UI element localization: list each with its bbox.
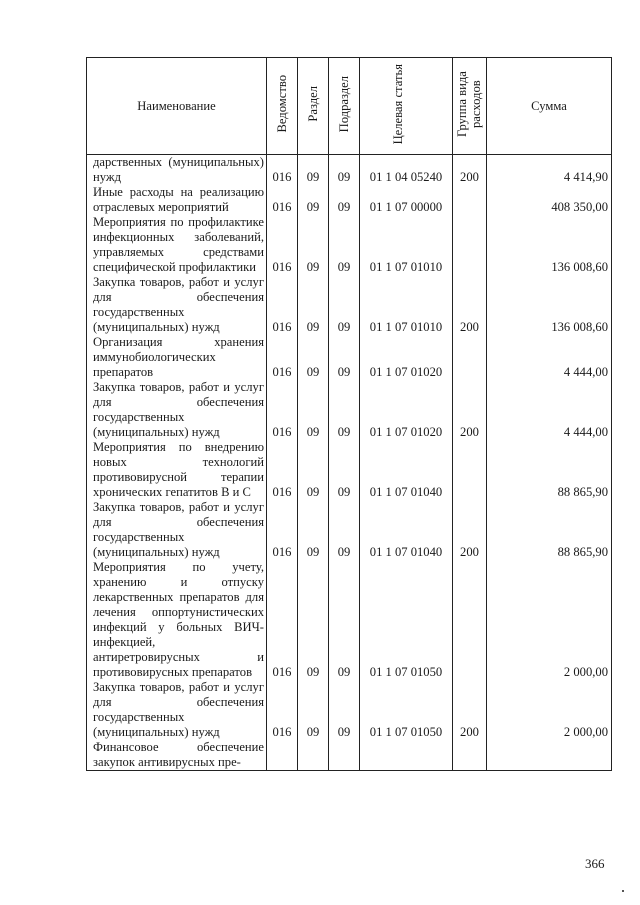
row-razdel: 09 [298,185,329,215]
row-gruppa: 200 [453,380,487,440]
table-row [87,185,612,215]
row-summa: 136 008,60 [487,215,612,275]
table-header-row [87,58,612,155]
row-ved: 016 [267,440,298,500]
row-ved: 016 [267,275,298,335]
row-celevaya: 01 1 07 01040 [360,500,453,560]
row-celevaya: 01 1 04 05240 [360,155,453,186]
row-ved: 016 [267,500,298,560]
header-celevaya: Целевая статья [360,58,453,155]
row-name: Организация хранения иммунобиологических препаратов [87,335,267,380]
budget-table [86,57,612,771]
row-podrazdel: 09 [329,185,360,215]
row-podrazdel: 09 [329,380,360,440]
row-name: Закупка товаров, работ и услуг для обеспечения государственных (муниципальных) нужд [87,680,267,740]
row-razdel [298,740,329,771]
row-summa: 4 444,00 [487,380,612,440]
row-podrazdel: 09 [329,275,360,335]
table-row [87,740,612,771]
row-ved: 016 [267,155,298,186]
row-razdel: 09 [298,215,329,275]
row-name: Мероприятия по учету, хранению и отпуску лекарственных препаратов для лечения оппортунистических инфекций у больных ВИЧ-инфекцией, антиретровирусных и противовирусных препаратов [87,560,267,680]
row-podrazdel: 09 [329,155,360,186]
row-gruppa [453,215,487,275]
header-razdel: Раздел [298,58,329,155]
row-ved: 016 [267,680,298,740]
row-podrazdel: 09 [329,215,360,275]
row-celevaya: 01 1 07 01010 [360,215,453,275]
row-ved [267,740,298,771]
row-podrazdel: 09 [329,440,360,500]
row-celevaya: 01 1 07 01020 [360,335,453,380]
table-row [87,560,612,680]
row-gruppa [453,335,487,380]
row-razdel: 09 [298,335,329,380]
row-gruppa: 200 [453,155,487,186]
header-ved: Ведомство [267,58,298,155]
row-summa: 4 414,90 [487,155,612,186]
row-name: дарственных (муниципальных) нужд [87,155,267,186]
row-razdel: 09 [298,500,329,560]
row-celevaya: 01 1 07 01040 [360,440,453,500]
header-podrazdel: Подраздел [329,58,360,155]
row-razdel: 09 [298,380,329,440]
table-body [87,155,612,771]
row-summa: 88 865,90 [487,440,612,500]
row-celevaya [360,740,453,771]
row-summa: 2 000,00 [487,680,612,740]
table-row [87,440,612,500]
header-summa: Сумма [487,58,612,155]
page-number: 366 [585,856,605,871]
row-summa: 4 444,00 [487,335,612,380]
row-gruppa [453,560,487,680]
header-name: Наименование [87,58,267,155]
row-podrazdel: 09 [329,560,360,680]
header-gruppa: Группа вида расходов [453,58,487,155]
table-row [87,335,612,380]
row-celevaya: 01 1 07 01010 [360,275,453,335]
table-row [87,275,612,335]
row-ved: 016 [267,560,298,680]
row-name: Мероприятия по внедрению новых технологий противовирусной терапии хронических гепатитов В и С [87,440,267,500]
row-name: Закупка товаров, работ и услуг для обеспечения государственных (муниципальных) нужд [87,500,267,560]
row-gruppa: 200 [453,500,487,560]
row-celevaya: 01 1 07 01020 [360,380,453,440]
scan-speck [622,890,624,892]
row-ved: 016 [267,185,298,215]
row-razdel: 09 [298,155,329,186]
row-ved: 016 [267,335,298,380]
row-razdel: 09 [298,275,329,335]
row-podrazdel: 09 [329,500,360,560]
row-summa: 408 350,00 [487,185,612,215]
table-row [87,380,612,440]
row-razdel: 09 [298,680,329,740]
row-podrazdel [329,740,360,771]
row-name: Мероприятия по профилактике инфекционных заболеваний, управляемых средствами специфической профилактики [87,215,267,275]
row-gruppa: 200 [453,275,487,335]
row-podrazdel: 09 [329,680,360,740]
row-name: Закупка товаров, работ и услуг для обеспечения государственных (муниципальных) нужд [87,380,267,440]
row-summa: 88 865,90 [487,500,612,560]
table-row [87,500,612,560]
row-razdel: 09 [298,440,329,500]
row-summa [487,740,612,771]
row-name: Закупка товаров, работ и услуг для обеспечения государственных (муниципальных) нужд [87,275,267,335]
row-name: Финансовое обеспечение закупок антивирусных пре- [87,740,267,771]
row-celevaya: 01 1 07 00000 [360,185,453,215]
row-gruppa [453,185,487,215]
row-ved: 016 [267,380,298,440]
row-podrazdel: 09 [329,335,360,380]
row-celevaya: 01 1 07 01050 [360,560,453,680]
row-celevaya: 01 1 07 01050 [360,680,453,740]
row-gruppa [453,740,487,771]
row-razdel: 09 [298,560,329,680]
row-gruppa: 200 [453,680,487,740]
table-row [87,155,612,186]
row-name: Иные расходы на реализацию отраслевых мероприятий [87,185,267,215]
row-gruppa [453,440,487,500]
row-summa: 2 000,00 [487,560,612,680]
row-ved: 016 [267,215,298,275]
table-row [87,215,612,275]
row-summa: 136 008,60 [487,275,612,335]
table-row [87,680,612,740]
